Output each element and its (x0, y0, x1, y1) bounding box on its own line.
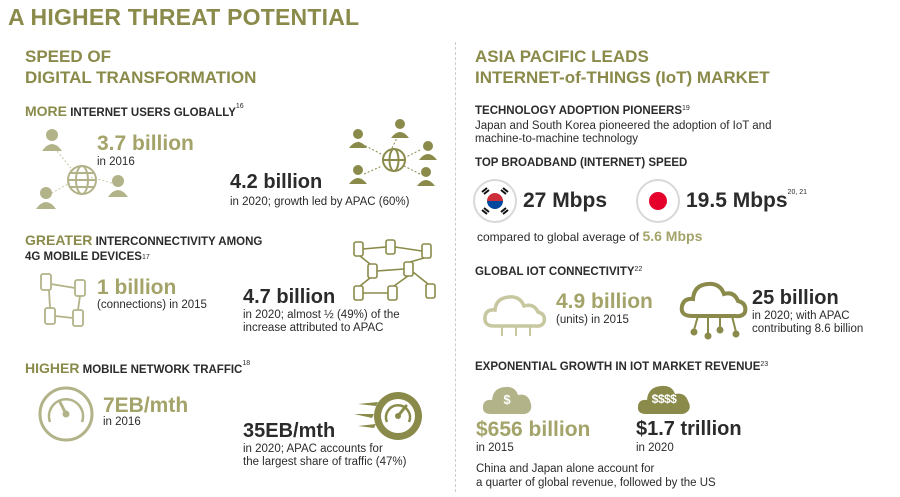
person-icon (349, 119, 437, 186)
iot-heading (475, 266, 642, 278)
japan-flag-icon (636, 179, 680, 223)
iot-stat1-value: 4.9 billion (556, 290, 653, 313)
revenue-footer-l2: a quarter of global revenue, followed by the US (476, 477, 716, 489)
iot-heading-text: GLOBAL IOT CONNECTIVITY (475, 266, 635, 278)
revenue-stat2-value: $1.7 trillion (636, 418, 742, 440)
revenue-stat1-caption: in 2015 (476, 442, 514, 454)
iot-stat2-caption-l1: in 2020; with APAC (752, 310, 850, 322)
traffic-heading-lead: HIGHER (25, 360, 80, 376)
users-heading-lead: MORE (25, 103, 67, 119)
pioneers-heading (475, 105, 690, 117)
users-stat1-caption: in 2016 (97, 156, 135, 168)
inter-heading-line2: 4G MOBILE DEVICES (25, 251, 142, 263)
users-heading (25, 103, 244, 119)
inter-stat2-caption-l1: in 2020; almost ½ (49%) of the (243, 309, 400, 321)
broadband-compare-value: 5.6 Mbps (642, 228, 703, 244)
revenue-footer-l1: China and Japan alone account for (476, 463, 655, 475)
japan-speed-value (686, 189, 807, 213)
traffic-stat1-caption: in 2016 (103, 416, 141, 428)
traffic-stat2-value: 35EB/mth (243, 420, 336, 442)
dollar-multi-label: $$$$ (651, 392, 677, 406)
mobile-network-icon (35, 270, 95, 332)
right-section-heading (475, 46, 770, 88)
dollar-single-label: $ (503, 392, 511, 407)
traffic-stat2-caption-l2: the largest share of traffic (47%) (243, 456, 407, 468)
right-heading-line1: ASIA PACIFIC LEADS (475, 47, 649, 66)
inter-stat1-caption: (connections) in 2015 (97, 299, 207, 311)
users-stat2-caption: in 2020; growth led by APAC (60%) (230, 196, 410, 208)
iot-ref: 22 (634, 266, 643, 273)
inter-heading (25, 233, 262, 265)
users-globe-graphic (340, 118, 440, 188)
traffic-ref: 18 (242, 360, 251, 367)
revenue-stat1-value: $656 billion (476, 418, 591, 441)
japan-speed-text: 19.5 Mbps (686, 189, 788, 212)
inter-ref: 17 (141, 254, 150, 261)
broadband-heading: TOP BROADBAND (INTERNET) SPEED (475, 157, 688, 169)
iot-stat2-value: 25 billion (752, 287, 839, 309)
traffic-stat1-value: 7EB/mth (103, 394, 189, 417)
pioneers-text-l2: machine-to-machine technology (475, 133, 639, 145)
south-korea-flag-icon (473, 179, 517, 223)
broadband-compare-text: compared to global average of (477, 230, 643, 244)
traffic-heading (25, 360, 250, 376)
users-stat1-value: 3.7 billion (97, 132, 194, 155)
iot-stat2-caption-l2: contributing 8.6 billion (752, 323, 864, 335)
inter-stat2-caption-l2: increase attributed to APAC (243, 322, 384, 334)
pioneers-heading-text: TECHNOLOGY ADOPTION PIONEERS (475, 105, 683, 117)
left-heading-line1: SPEED OF (25, 47, 111, 66)
cloud-network-icon (678, 276, 750, 340)
right-heading-line2: INTERNET-of-THINGS (IoT) MARKET (475, 68, 770, 87)
pioneers-text-l1: Japan and South Korea pioneered the adoption of IoT and (475, 120, 772, 132)
globe-icon (383, 149, 405, 171)
revenue-ref: 23 (760, 361, 769, 368)
cloud-network-icon (480, 286, 552, 338)
users-stat2-value: 4.2 billion (230, 171, 323, 193)
column-divider (455, 42, 456, 492)
traffic-stat2-caption-l1: in 2020; APAC accounts for (243, 443, 383, 455)
users-heading-rest: INTERNET USERS GLOBALLY (67, 107, 236, 119)
traffic-heading-rest: MOBILE NETWORK TRAFFIC (79, 364, 243, 376)
left-section-heading (25, 46, 256, 88)
mobile-network-icon (350, 238, 442, 304)
pioneers-ref: 19 (682, 105, 690, 112)
broadband-ref: 20, 21 (787, 189, 808, 196)
revenue-stat2-caption: in 2020 (636, 442, 674, 454)
speedometer-icon (36, 384, 96, 444)
revenue-heading (475, 361, 768, 373)
speedometer-icon (352, 382, 428, 452)
inter-stat1-value: 1 billion (97, 276, 177, 299)
korea-speed-value: 27 Mbps (523, 189, 608, 212)
revenue-heading-text: EXPONENTIAL GROWTH IN IOT MARKET REVENUE (475, 361, 761, 373)
inter-stat2-value: 4.7 billion (243, 286, 336, 308)
inter-heading-rest: INTERCONNECTIVITY AMONG (92, 236, 263, 248)
page-title: A HIGHER THREAT POTENTIAL (8, 4, 360, 30)
left-heading-line2: DIGITAL TRANSFORMATION (25, 68, 257, 87)
dollar-cloud-icon (481, 382, 533, 416)
broadband-compare (477, 230, 702, 244)
dollar-cloud-icon (636, 382, 692, 416)
iot-stat1-caption: (units) in 2015 (556, 314, 629, 326)
inter-heading-lead: GREATER (25, 232, 93, 248)
users-ref: 16 (235, 103, 244, 110)
globe-icon (68, 166, 96, 194)
